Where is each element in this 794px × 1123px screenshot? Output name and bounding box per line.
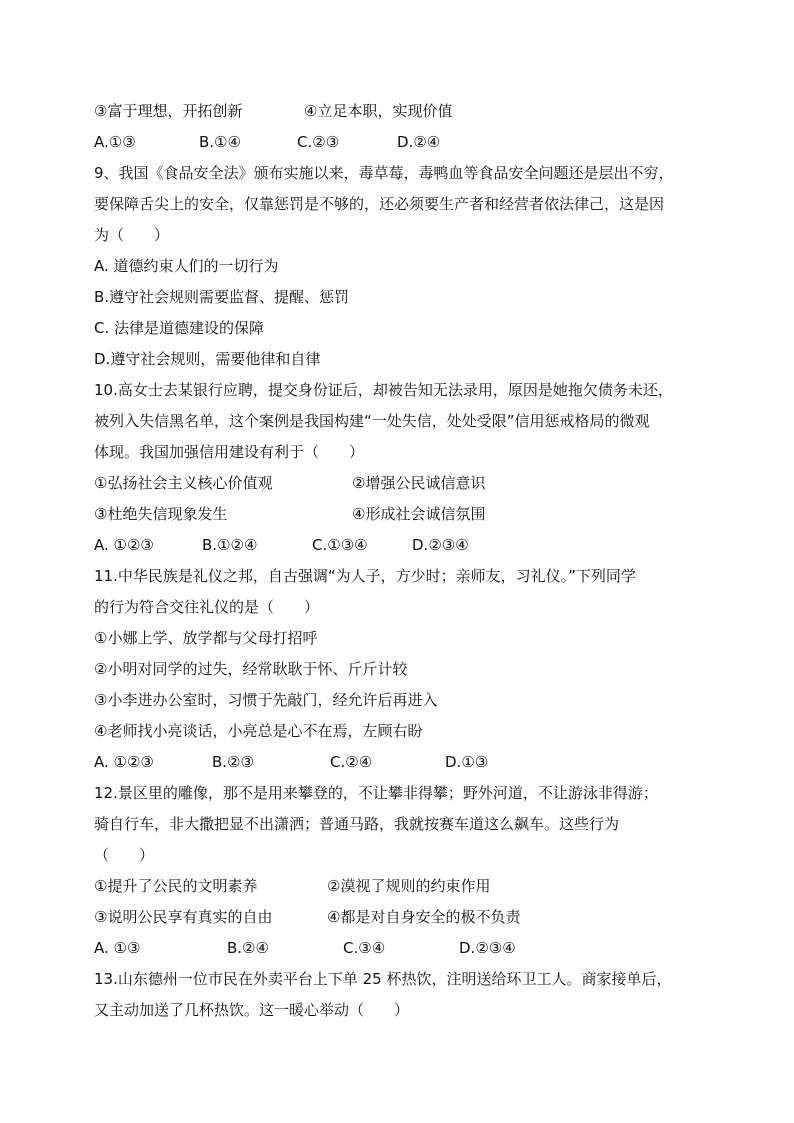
q10-statement-4: ④形成社会诚信氛围 xyxy=(352,505,486,523)
q9-option-c: C. 法律是道德建设的保障 xyxy=(94,319,265,337)
q12-statement-2: ②漠视了规则的约束作用 xyxy=(327,877,491,895)
q9-stem-line-2: 要保障舌尖上的安全，仅靠惩罚是不够的，还必须要生产者和经营者依法律己，这是因 xyxy=(94,195,665,213)
q10-option-d: D.②③④ xyxy=(412,536,469,554)
q12-statements-row-1 xyxy=(94,871,706,902)
q9-option-b: B.遵守社会规则需要监督、提醒、惩罚 xyxy=(94,288,350,306)
q10-statements-row-2 xyxy=(94,499,706,530)
q13-stem-line-1: 13.山东德州一位市民在外卖平台上下单 25 杯热饮，注明送给环卫工人。商家接单后， xyxy=(94,970,672,988)
q10-option-a: A. ①②③ xyxy=(94,536,154,554)
q12-stem-line-2: 骑自行车，非大撒把显不出潇洒；普通马路，我就按赛车道这么飙车。这些行为 xyxy=(94,815,620,833)
q12-stem-line-3: （ ） xyxy=(94,846,155,864)
q11-option-a: A. ①②③ xyxy=(94,753,154,771)
q8-statement-3: ③富于理想，开拓创新 xyxy=(94,102,243,120)
q12-option-a: A. ①③ xyxy=(94,939,141,957)
q10-statement-1: ①弘扬社会主义核心价值观 xyxy=(94,474,273,492)
q10-option-b: B.①②④ xyxy=(202,536,258,554)
q10-statement-2: ②增强公民诚信意识 xyxy=(352,474,486,492)
q11-option-c: C.②④ xyxy=(330,753,373,771)
q11-stem-line-2: 的行为符合交往礼仪的是（ ） xyxy=(94,598,320,616)
q11-option-b: B.②③ xyxy=(212,753,254,771)
q10-stem-line-2: 被列入失信黑名单，这个案例是我国构建“一处失信，处处受限”信用惩戒格局的微观 xyxy=(94,412,650,430)
q8-option-c: C.②③ xyxy=(297,133,340,151)
exam-page xyxy=(94,96,706,1026)
q12-statement-1: ①提升了公民的文明素养 xyxy=(94,877,258,895)
q12-statement-4: ④都是对自身安全的极不负责 xyxy=(327,908,521,926)
q11-options-row xyxy=(94,747,706,778)
q8-options-row xyxy=(94,127,706,158)
q13-stem-line-2: 又主动加送了几杯热饮。这一暖心举动（ ） xyxy=(94,1001,410,1019)
q11-statement-4: ④老师找小亮谈话，小亮总是心不在焉，左顾右盼 xyxy=(94,722,423,740)
q12-option-d: D.②③④ xyxy=(459,939,516,957)
q11-statement-1: ①小娜上学、放学都与父母打招呼 xyxy=(94,629,318,647)
q9-option-d: D.遵守社会规则，需要他律和自律 xyxy=(94,350,321,368)
q10-options-row xyxy=(94,530,706,561)
q8-option-a: A.①③ xyxy=(94,133,136,151)
q12-options-row xyxy=(94,933,706,964)
q12-statement-3: ③说明公民享有真实的自由 xyxy=(94,908,273,926)
q9-option-a: A. 道德约束人们的一切行为 xyxy=(94,257,279,275)
q11-statement-3: ③小李进办公室时，习惯于先敲门，经允许后再进入 xyxy=(94,691,438,709)
q10-option-c: C.①③④ xyxy=(312,536,368,554)
q8-option-b: B.①④ xyxy=(199,133,241,151)
q8-option-d: D.②④ xyxy=(397,133,441,151)
q9-stem-line-3: 为（ ） xyxy=(94,226,170,244)
q10-stem-line-3: 体现。我国加强信用建设有利于（ ） xyxy=(94,443,365,461)
q11-stem-line-1: 11.中华民族是礼仪之邦，自古强调“为人子，方少时；亲师友，习礼仪。”下列同学 xyxy=(94,567,636,585)
q11-statement-2: ②小明对同学的过失，经常耿耿于怀、斤斤计较 xyxy=(94,660,408,678)
q9-stem-line-1: 9、我国《食品安全法》颁布实施以来，毒草莓，毒鸭血等食品安全问题还是层出不穷， xyxy=(94,164,674,182)
q12-option-b: B.②④ xyxy=(227,939,269,957)
q10-statement-3: ③杜绝失信现象发生 xyxy=(94,505,228,523)
q12-option-c: C.③④ xyxy=(343,939,386,957)
q10-statements-row-1 xyxy=(94,468,706,499)
q12-statements-row-2 xyxy=(94,902,706,933)
q8-statements-row xyxy=(94,96,706,127)
q12-stem-line-1: 12.景区里的雕像，那不是用来攀登的，不让攀非得攀；野外河道，不让游泳非得游； xyxy=(94,784,658,802)
q8-statement-4: ④立足本职，实现价值 xyxy=(304,102,453,120)
q11-option-d: D.①③ xyxy=(445,753,489,771)
q10-stem-line-1: 10.高女士去某银行应聘，提交身份证后，却被告知无法录用，原因是她拖欠债务未还， xyxy=(94,381,673,399)
